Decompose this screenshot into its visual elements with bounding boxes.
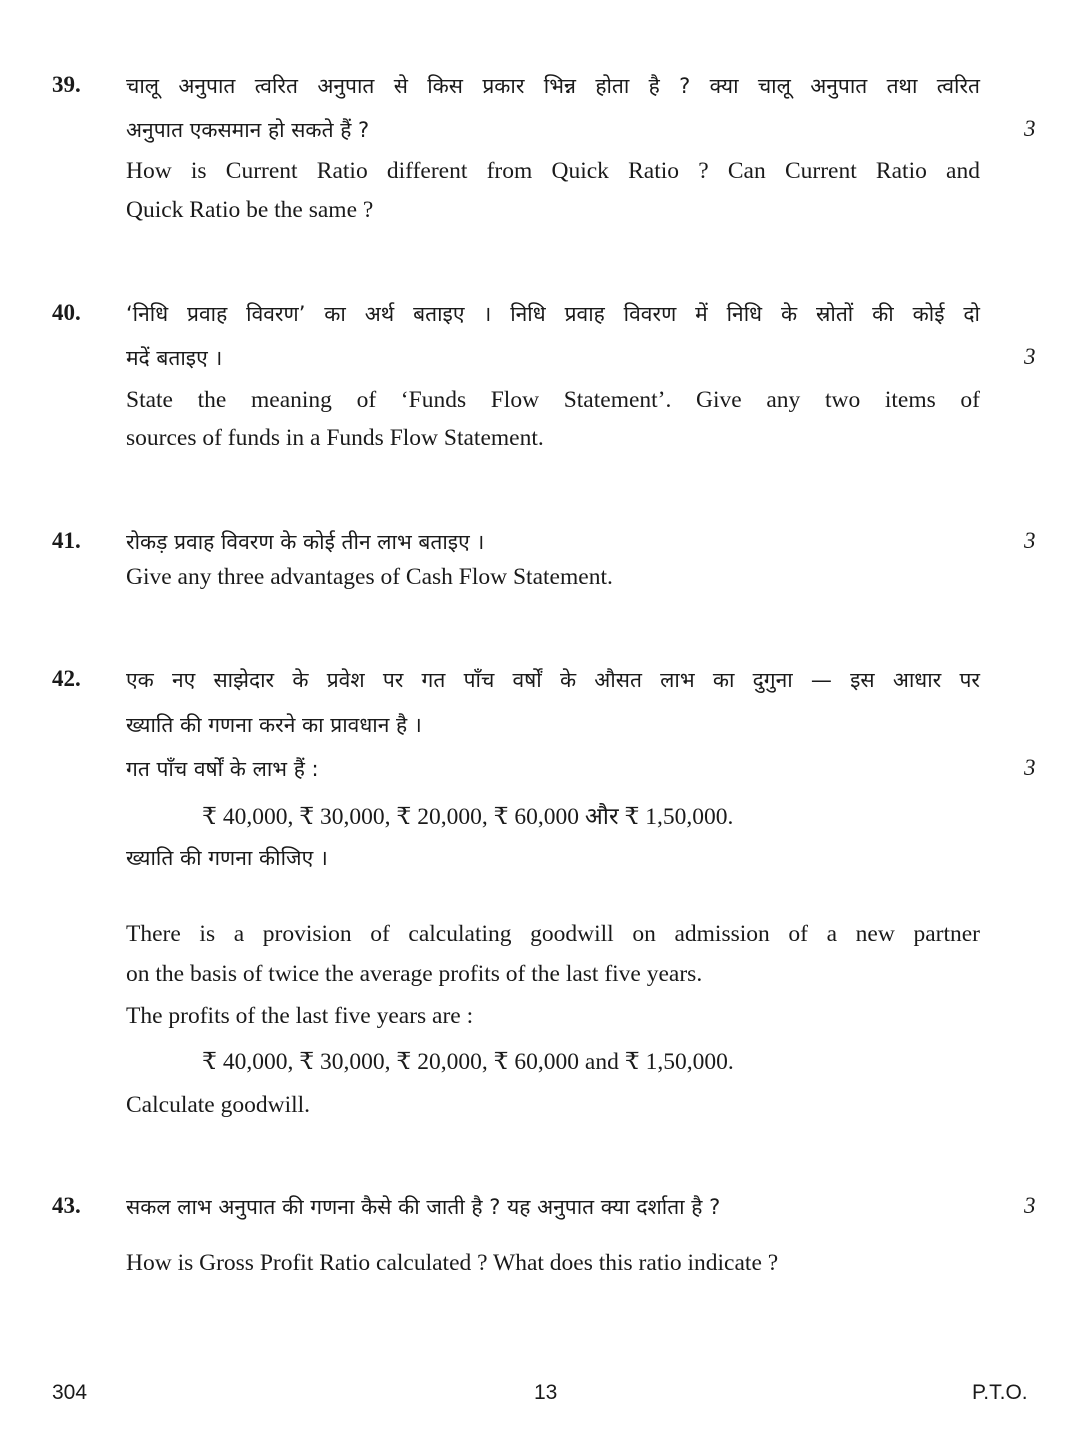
question-text-english: How is Current Ratio different from Quick Ratio ? Can Current Ratio and xyxy=(126,158,980,184)
question-text-english: The profits of the last five years are : xyxy=(126,1003,474,1029)
question-text-hindi: सकल लाभ अनुपात की गणना कैसे की जाती है ? यह अनुपात क्या दर्शाता है ? xyxy=(126,1195,721,1219)
question-text-english: Quick Ratio be the same ? xyxy=(126,197,374,223)
marks: 3 xyxy=(1024,528,1036,553)
question-text-hindi: ख्याति की गणना करने का प्रावधान है । xyxy=(126,713,422,737)
marks: 3 xyxy=(1024,116,1036,141)
question-text-english: State the meaning of ‘Funds Flow Statement’. Give any two items of xyxy=(126,387,980,413)
question-text-english: on the basis of twice the average profits of the last five years. xyxy=(126,961,703,987)
question-text-hindi: गत पाँच वर्षों के लाभ हैं : xyxy=(126,757,319,781)
question-text-english: Give any three advantages of Cash Flow Statement. xyxy=(126,564,613,590)
question-text-hindi: मदें बताइए । xyxy=(126,346,223,370)
question-text-hindi: ख्याति की गणना कीजिए । xyxy=(126,846,328,870)
question-number: 42. xyxy=(52,666,81,691)
question-text-hindi: अनुपात एकसमान हो सकते हैं ? xyxy=(126,118,370,142)
page-number: 13 xyxy=(534,1381,558,1404)
pto-label: P.T.O. xyxy=(972,1381,1028,1404)
question-text-hindi: एक नए साझेदार के प्रवेश पर गत पाँच वर्षों के औसत लाभ का दुगुना — इस आधार पर xyxy=(126,668,980,692)
paper-code: 304 xyxy=(52,1381,88,1404)
question-text-english: sources of funds in a Funds Flow Statement. xyxy=(126,425,544,451)
question-text-hindi: रोकड़ प्रवाह विवरण के कोई तीन लाभ बताइए । xyxy=(126,530,485,554)
question-number: 41. xyxy=(52,528,81,553)
question-number: 39. xyxy=(52,72,81,97)
profits-list-hindi: ₹ 40,000, ₹ 30,000, ₹ 20,000, ₹ 60,000 और ₹ 1,50,000. xyxy=(202,804,734,830)
question-number: 43. xyxy=(52,1193,81,1218)
profits-list-english: ₹ 40,000, ₹ 30,000, ₹ 20,000, ₹ 60,000 and ₹ 1,50,000. xyxy=(202,1049,734,1075)
question-number: 40. xyxy=(52,300,81,325)
question-text-hindi: चालू अनुपात त्वरित अनुपात से किस प्रकार भिन्न होता है ? क्या चालू अनुपात तथा त्वरित xyxy=(126,74,980,98)
question-text-english: Calculate goodwill. xyxy=(126,1092,311,1118)
question-text-hindi: ‘निधि प्रवाह विवरण’ का अर्थ बताइए । निधि प्रवाह विवरण में निधि के स्रोतों की कोई दो xyxy=(126,302,980,326)
question-text-english: How is Gross Profit Ratio calculated ? What does this ratio indicate ? xyxy=(126,1250,779,1276)
question-text-english: There is a provision of calculating goodwill on admission of a new partner xyxy=(126,921,980,947)
marks: 3 xyxy=(1024,1193,1036,1218)
marks: 3 xyxy=(1024,344,1036,369)
marks: 3 xyxy=(1024,755,1036,780)
